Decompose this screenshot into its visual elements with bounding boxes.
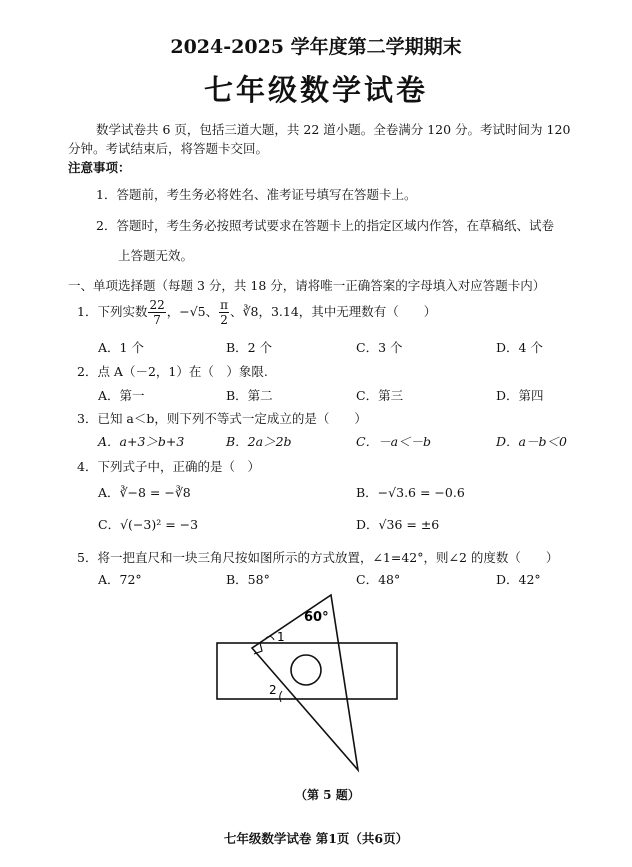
angle-1-label: 1 bbox=[277, 630, 285, 644]
question-1-mid-1: ，−√5、 bbox=[166, 304, 219, 319]
q4-option-a[interactable]: A．∛−8 = −∛8 bbox=[98, 485, 191, 500]
q5-option-c[interactable]: C．48° bbox=[356, 572, 401, 587]
question-4-stem: 4．下列式子中，正确的是（ ） bbox=[77, 459, 260, 474]
figure-caption: （第 5 题） bbox=[295, 788, 360, 802]
q1-option-b[interactable]: B．2 个 bbox=[226, 340, 273, 355]
q2-option-b[interactable]: B．第二 bbox=[226, 388, 273, 403]
q3-option-a[interactable]: A．a+3＞b+3 bbox=[98, 434, 185, 449]
q1-option-c[interactable]: C．3 个 bbox=[356, 340, 403, 355]
notice-item-1: 1．答题前，考生务必将姓名、准考证号填写在答题卡上。 bbox=[96, 187, 417, 202]
q5-option-d[interactable]: D．42° bbox=[496, 572, 541, 587]
question-2-stem: 2．点 A（－2，1）在（ ）象限. bbox=[77, 364, 268, 379]
q3-option-b[interactable]: B．2a＞2b bbox=[226, 434, 292, 449]
q3-option-d[interactable]: D．a－b＜0 bbox=[496, 434, 567, 449]
q2-option-a[interactable]: A．第一 bbox=[98, 388, 145, 403]
exam-year-line: 2024-2025 学年度第二学期期末 bbox=[170, 36, 462, 58]
angle-2-arc bbox=[280, 691, 282, 702]
fraction-numerator: 22 bbox=[149, 298, 165, 312]
question-3-stem: 3．已知 a＜b，则下列不等式一定成立的是（ ） bbox=[77, 411, 367, 426]
ruler-triangle-figure bbox=[200, 590, 420, 780]
q5-option-b[interactable]: B．58° bbox=[226, 572, 270, 587]
q1-option-d[interactable]: D．4 个 bbox=[496, 340, 543, 355]
fraction-22-over-7 bbox=[148, 299, 165, 326]
notice-item-2-line-1: 2．答题时，考生务必按照考试要求在答题卡上的指定区域内作答，在草稿纸、试卷 bbox=[96, 218, 554, 233]
q2-option-d[interactable]: D．第四 bbox=[496, 388, 544, 403]
angle-60-label: 60° bbox=[304, 610, 329, 625]
q2-option-c[interactable]: C．第三 bbox=[356, 388, 404, 403]
question-5-stem: 5．将一把直尺和一块三角尺按如图所示的方式放置，∠1=42°，则∠2 的度数（ ） bbox=[77, 550, 559, 565]
question-1-stem bbox=[77, 298, 436, 326]
notice-item-2-line-2: 上答题无效。 bbox=[118, 248, 194, 263]
q5-option-a[interactable]: A．72° bbox=[98, 572, 142, 587]
q4-option-d[interactable]: D．√36 = ±6 bbox=[356, 517, 440, 532]
angle-2-label: 2 bbox=[269, 683, 277, 697]
page-footer: 七年级数学试卷 第1页（共6页） bbox=[223, 831, 409, 846]
notice-heading: 注意事项： bbox=[68, 160, 131, 175]
fraction-numerator: π bbox=[220, 298, 229, 312]
section-1-heading: 一、单项选择题（每题 3 分，共 18 分，请将唯一正确答案的字母填入对应答题卡内） bbox=[68, 278, 546, 293]
q1-option-a[interactable]: A．1 个 bbox=[98, 340, 144, 355]
q4-option-c[interactable]: C．√(−3)² = −3 bbox=[98, 517, 199, 532]
q4-option-b[interactable]: B．−√3.6 = −0.6 bbox=[356, 485, 465, 500]
exam-title: 七年级数学试卷 bbox=[203, 73, 428, 107]
fraction-denominator: 2 bbox=[220, 313, 228, 327]
fraction-pi-over-2 bbox=[219, 299, 229, 326]
ruler-rectangle bbox=[217, 643, 397, 699]
q3-option-c[interactable]: C．－a＜－b bbox=[356, 434, 432, 449]
intro-line-1: 数学试卷共 6 页，包括三道大题，共 22 道小题。全卷满分 120 分。考试时间为 120 bbox=[96, 122, 571, 137]
question-1-prefix: 1．下列实数 bbox=[77, 304, 148, 319]
ruler-hole bbox=[291, 655, 321, 685]
question-1-mid-2: 、∛8，3.14，其中无理数有（ ） bbox=[230, 304, 437, 319]
intro-line-2: 分钟。考试结束后，将答题卡交回。 bbox=[68, 141, 269, 156]
fraction-denominator: 7 bbox=[148, 312, 165, 326]
